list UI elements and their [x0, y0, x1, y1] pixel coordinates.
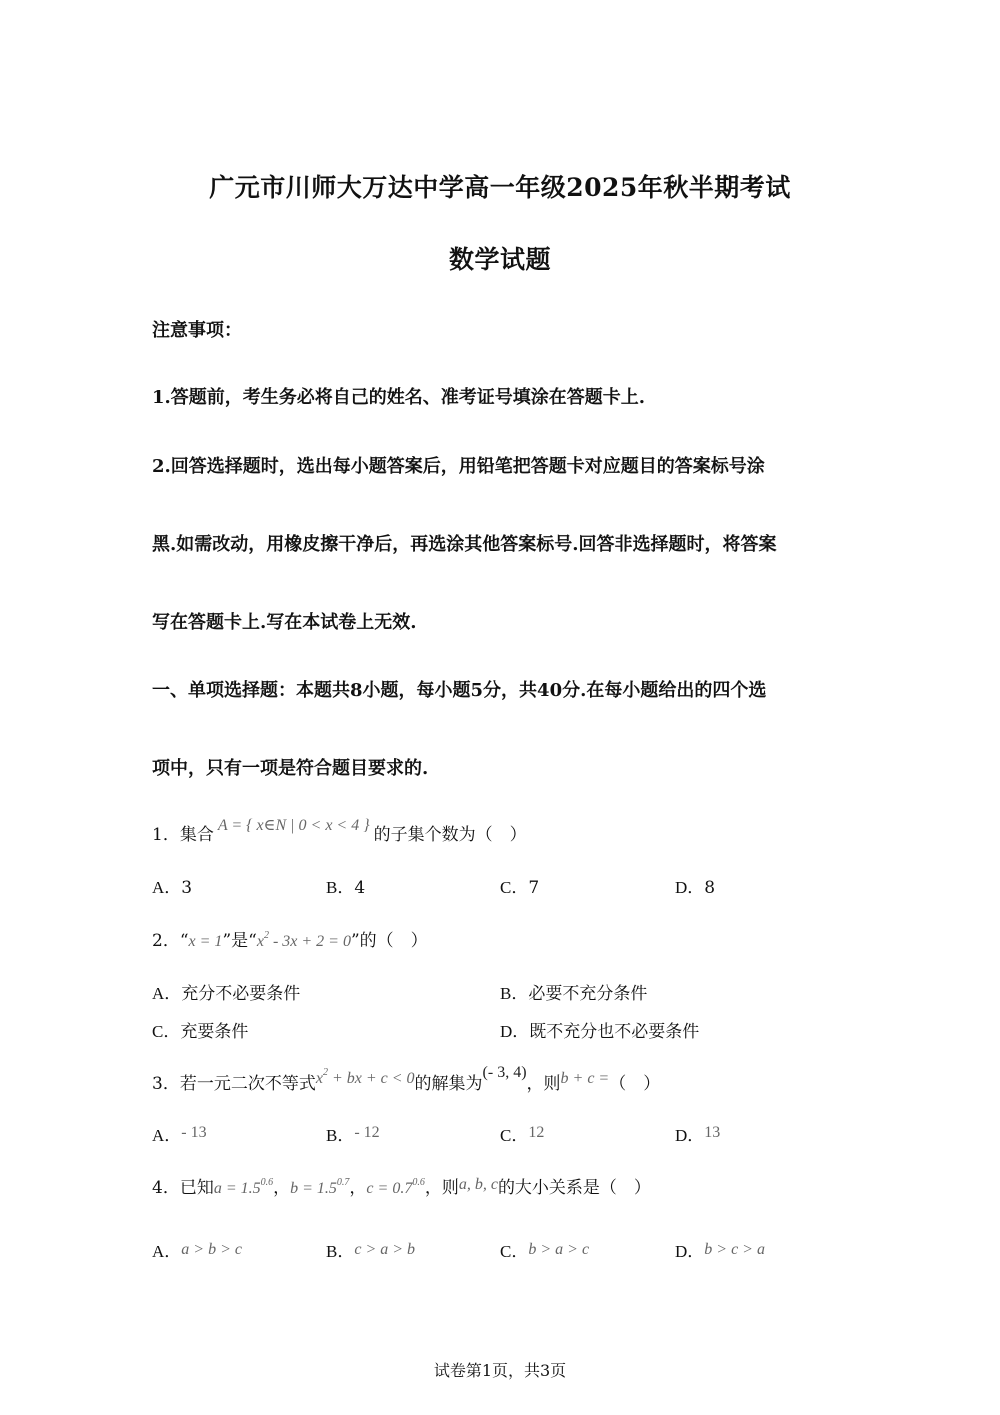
notice-item-2-line-1: 2.回答选择题时，选出每小题答案后，用铅笔把答题卡对应题目的答案标号涂 — [152, 456, 765, 477]
q4-option-c: C．b > a > c — [500, 1241, 590, 1261]
q1-option-d: D．8 — [675, 878, 716, 898]
question-text: 已知 — [179, 1178, 214, 1198]
value-c: $c = 0.7^{0.6}$ — [366, 1177, 425, 1197]
section-1-heading-line-1: 一、单项选择题：本题共8小题，每小题5分，共40分.在每小题给出的四个选 — [152, 680, 767, 701]
question-text: 若一元二次不等式 — [179, 1074, 316, 1094]
question-text: （ ） — [609, 1074, 661, 1094]
question-number: 1． — [152, 825, 180, 845]
q3-option-a: A．- 13 — [152, 1124, 207, 1145]
quote-mark: “ — [179, 931, 189, 951]
question-number: 4． — [152, 1178, 180, 1198]
q3-option-b: B．- 12 — [326, 1124, 380, 1145]
question-2 — [152, 926, 428, 951]
q2-option-a: A．充分不必要条件 — [152, 984, 301, 1004]
q3-option-d: D．13 — [675, 1124, 721, 1145]
question-text: 的子集个数为（ ） — [373, 825, 527, 845]
condition-1: x = 1 — [188, 933, 223, 950]
question-text: ”的（ ） — [350, 931, 428, 951]
variables: a, b, c — [458, 1176, 498, 1193]
q4-option-d: D．b > c > a — [675, 1241, 765, 1261]
q3-option-c: C．12 — [500, 1124, 545, 1145]
inequality: $x^2$ + bx + c < 0 — [315, 1067, 415, 1087]
value-a: $a = 1.5^{0.6}$ — [213, 1177, 274, 1197]
q2-option-d: D．既不充分也不必要条件 — [500, 1022, 700, 1042]
q1-option-c: C．7 — [500, 878, 540, 898]
question-number: 3． — [152, 1074, 180, 1094]
question-text: 集合 — [179, 825, 214, 845]
question-1 — [152, 817, 527, 845]
solution-interval: (- 3, 4) — [482, 1064, 527, 1081]
q4-option-b: B．c > a > b — [326, 1241, 416, 1261]
condition-2: $x^2 - 3x + 2 = 0$ — [256, 930, 351, 950]
separator: ， — [273, 1178, 291, 1198]
q1-option-b: B．4 — [326, 878, 366, 898]
section-1-heading-line-2: 项中，只有一项是符合题目要求的. — [152, 758, 429, 779]
page-footer: 试卷第1页，共3页 — [433, 1361, 567, 1380]
notice-heading: 注意事项： — [152, 320, 242, 341]
separator: ， — [349, 1178, 367, 1198]
notice-item-2-line-3: 写在答题卡上.写在本试卷上无效. — [152, 612, 417, 633]
q2-option-b: B．必要不充分条件 — [500, 984, 648, 1004]
notice-item-1: 1.答题前，考生务必将自己的姓名、准考证号填涂在答题卡上. — [152, 387, 646, 408]
value-b: $b = 1.5^{0.7}$ — [290, 1177, 350, 1197]
question-text: 的解集为 — [414, 1074, 483, 1094]
question-number: 2． — [152, 931, 180, 951]
notice-item-2-line-2: 黑.如需改动，用橡皮擦干净后，再选涂其他答案标号.回答非选择题时，将答案 — [152, 534, 777, 555]
question-3 — [152, 1064, 661, 1094]
question-text: ，则 — [526, 1074, 561, 1094]
q4-option-a: A．a > b > c — [152, 1241, 242, 1261]
expression-b-plus-c: b + c = — [560, 1070, 610, 1087]
q1-option-a: A．3 — [152, 878, 193, 898]
question-4 — [152, 1173, 651, 1198]
question-text: ”是“ — [222, 931, 257, 951]
exam-title: 广元市川师大万达中学高一年级2025年秋半期考试 — [209, 173, 791, 202]
question-text: 的大小关系是（ ） — [497, 1178, 651, 1198]
exam-subtitle: 数学试题 — [448, 245, 551, 274]
set-expression: A = { x∈N | 0 < x < 4 } — [217, 817, 370, 834]
q2-option-c: C．充要条件 — [152, 1022, 249, 1042]
question-text: ，则 — [424, 1178, 459, 1198]
